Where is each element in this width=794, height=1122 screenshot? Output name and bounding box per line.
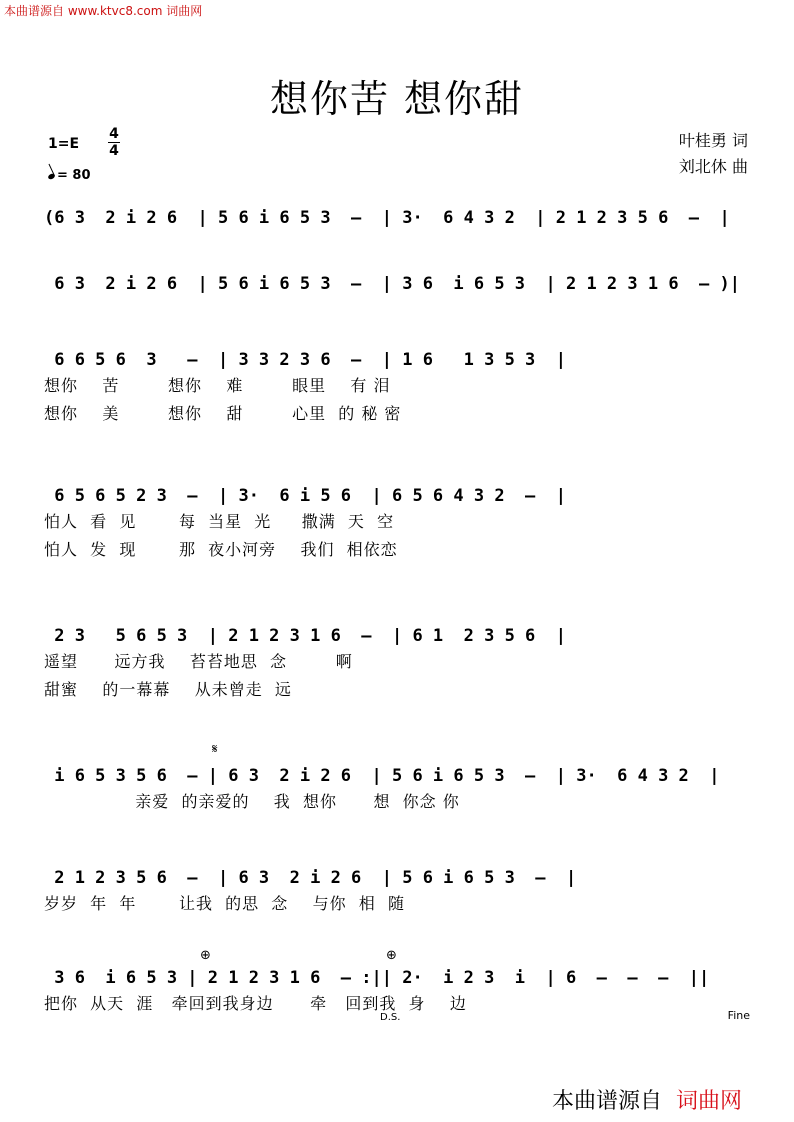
time-signature-top: 4 xyxy=(109,126,119,142)
notation: 3 6 i 6 5 3 | 2 1 2 3 1 6 – :|| 2· i 2 3 i | 6 – – – || xyxy=(44,968,710,988)
lyrics-verse-2: 怕人 发 现 那 夜小河旁 我们 相依恋 xyxy=(44,540,398,559)
tempo-marking: = 80 xyxy=(48,168,91,183)
ds-marking: D.S. xyxy=(380,1012,401,1023)
lyricist: 叶桂勇 词 xyxy=(678,131,748,150)
notation: i 6 5 3 5 6 – | 6 3 2 i 2 6 | 5 6 i 6 5 3 – | 3· 6 4 3 2 | xyxy=(44,766,720,786)
notation: 6 3 2 i 2 6 | 5 6 i 6 5 3 – | 3 6 i 6 5 3 | 2 1 2 3 1 6 – )| xyxy=(44,274,740,294)
coda-sign: ⊕ xyxy=(200,948,211,963)
source-watermark: 本曲谱源自 www.ktvc8.com 词曲网 xyxy=(4,4,203,18)
lyrics-verse-2: 想你 美 想你 甜 心里 的 秘 密 xyxy=(44,404,402,423)
composer: 刘北休 曲 xyxy=(678,157,748,176)
score-line-3 xyxy=(44,348,754,428)
time-signature xyxy=(106,126,122,159)
score-line-6 xyxy=(44,764,754,816)
score-line-1 xyxy=(44,206,754,230)
lyrics-verse-1: 想你 苦 想你 难 眼里 有 泪 xyxy=(44,376,391,395)
lyrics-verse-2: 甜蜜 的一幕幕 从未曾走 远 xyxy=(44,680,292,699)
score-line-2 xyxy=(44,272,754,296)
score-line-8 xyxy=(44,966,754,1018)
notation: (6 3 2 i 2 6 | 5 6 i 6 5 3 – | 3· 6 4 3 2 | 2 1 2 3 5 6 – | xyxy=(44,208,730,228)
coda-sign: ⊕ xyxy=(386,948,397,963)
footer-source-text: 本曲谱源自 xyxy=(552,1089,663,1114)
footer-site-name: 词曲网 xyxy=(676,1089,743,1114)
lyrics-verse-1: 怕人 看 见 每 当星 光 撒满 天 空 xyxy=(44,512,395,531)
key-signature: 1=E xyxy=(48,136,80,152)
lyrics-verse-1: 遥望 远方我 苔苔地思 念 啊 xyxy=(44,652,353,671)
footer-source xyxy=(552,1084,742,1115)
score-line-5 xyxy=(44,624,754,704)
lyrics-verse-1: 亲爱 的亲爱的 我 想你 想 你念 你 xyxy=(44,792,460,811)
score-line-4 xyxy=(44,484,754,564)
notation: 6 6 5 6 3 – | 3 3 2 3 6 – | 1 6 1 3 5 3 | xyxy=(44,350,566,370)
notation: 2 1 2 3 5 6 – | 6 3 2 i 2 6 | 5 6 i 6 5 3 – | xyxy=(44,868,577,888)
notation: 6 5 6 5 2 3 – | 3· 6 i 5 6 | 6 5 6 4 3 2 – | xyxy=(44,486,566,506)
score-line-7 xyxy=(44,866,754,918)
notation: 2 3 5 6 5 3 | 2 1 2 3 1 6 – | 6 1 2 3 5 6 | xyxy=(44,626,566,646)
quarter-note-icon xyxy=(47,173,55,180)
lyrics-verse-1: 岁岁 年 年 让我 的思 念 与你 相 随 xyxy=(44,894,405,913)
fine-marking: Fine xyxy=(727,1009,750,1022)
song-title: 想你苦 想你甜 xyxy=(269,77,525,121)
credits xyxy=(679,128,748,180)
time-signature-bottom: 4 xyxy=(109,143,119,159)
segno-sign: 𝄋 xyxy=(212,742,218,757)
lyrics-verse-1: 把你 从天 涯 牵回到我身边 牵 回到我 身 边 xyxy=(44,994,467,1013)
